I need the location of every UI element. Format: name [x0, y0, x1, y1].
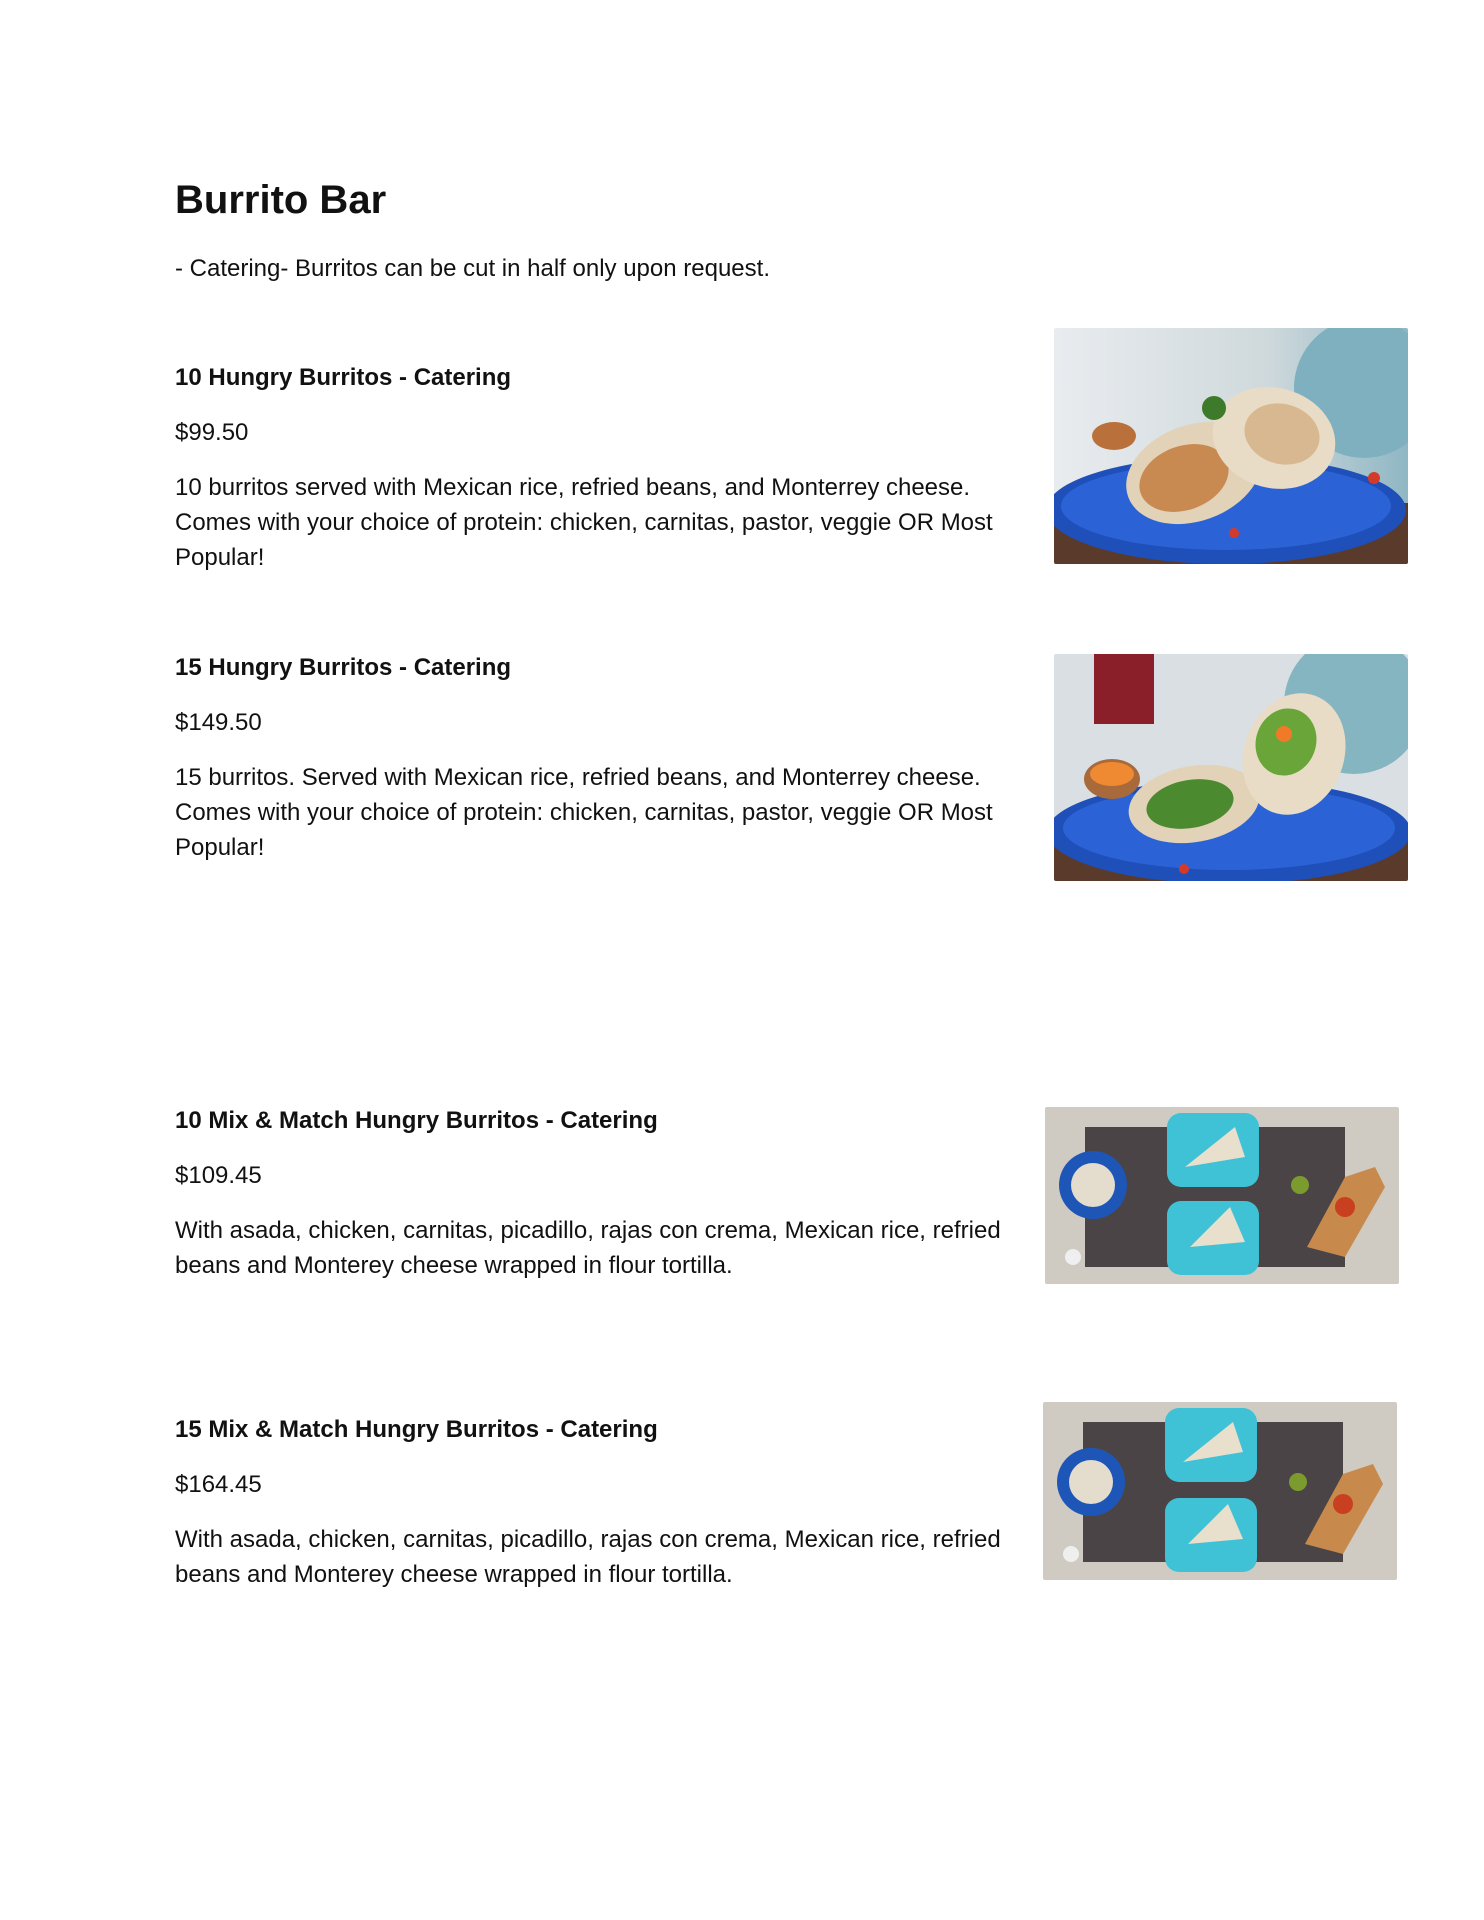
menu-item[interactable]: [175, 652, 1025, 865]
item-name[interactable]: 10 Mix & Match Hungry Burritos - Catering: [175, 1107, 658, 1134]
menu-item[interactable]: [175, 1414, 1025, 1592]
item-name[interactable]: 15 Mix & Match Hungry Burritos - Catering: [175, 1416, 658, 1443]
item-price: $99.50: [175, 419, 249, 447]
burrito-photo[interactable]: [1045, 1107, 1399, 1284]
burrito-photo[interactable]: [1043, 1402, 1397, 1580]
burrito-photo[interactable]: [1054, 654, 1408, 881]
menu-item[interactable]: [175, 362, 1025, 575]
page-title: Burrito Bar: [175, 178, 387, 222]
item-name[interactable]: 15 Hungry Burritos - Catering: [175, 654, 512, 681]
item-description: 15 burritos. Served with Mexican rice, refried beans, and Monterrey cheese. Comes with your choice of protein: chicken, carnitas, pastor, veggie OR Most Popular!: [175, 764, 993, 862]
item-description: 10 burritos served with Mexican rice, refried beans, and Monterrey cheese. Comes with your choice of protein: chicken, carnitas, pastor, veggie OR Most Popular!: [175, 474, 993, 572]
page-subtitle: - Catering- Burritos can be cut in half only upon request.: [175, 255, 770, 282]
item-price: $149.50: [175, 709, 262, 737]
item-name[interactable]: 10 Hungry Burritos - Catering: [175, 364, 512, 391]
item-price: $109.45: [175, 1162, 262, 1190]
menu-item[interactable]: [175, 1105, 1025, 1283]
item-price: $164.45: [175, 1471, 262, 1499]
item-description: With asada, chicken, carnitas, picadillo, rajas con crema, Mexican rice, refried beans and Monterey cheese wrapped in flour tortilla.: [175, 1526, 1001, 1589]
burrito-photo[interactable]: [1054, 328, 1408, 564]
item-description: With asada, chicken, carnitas, picadillo, rajas con crema, Mexican rice, refried beans and Monterey cheese wrapped in flour tortilla.: [175, 1217, 1001, 1280]
